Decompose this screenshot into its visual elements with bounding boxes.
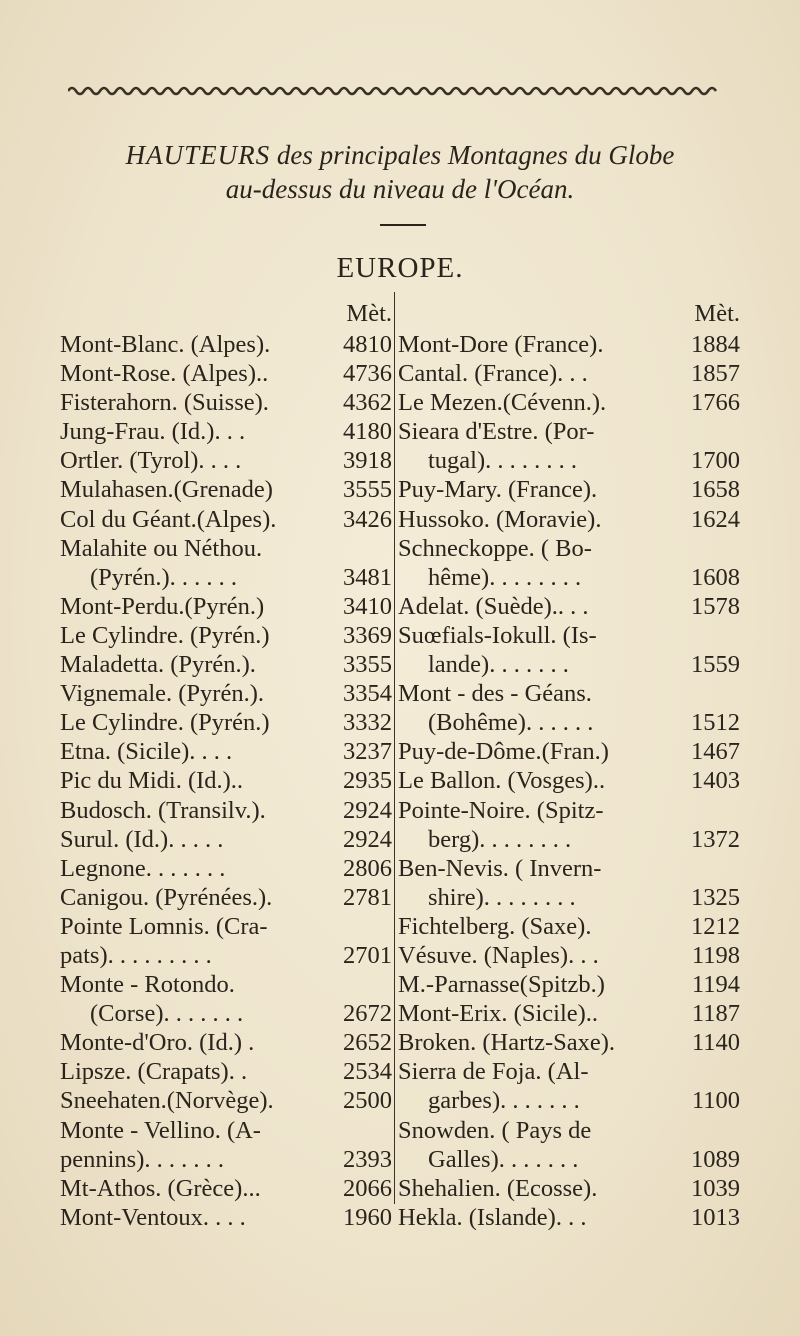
mountain-entry [60, 359, 392, 388]
mountain-name: Monte - Vellino. (A- [60, 1116, 261, 1144]
mountain-entry [60, 330, 392, 359]
mountain-entry [398, 1145, 740, 1174]
mountain-name: Hekla. (Islande). . . [398, 1203, 587, 1231]
mountain-name: Galles). . . . . . . [428, 1145, 579, 1173]
mountain-height: 4736 [343, 360, 392, 388]
mountain-height: 1013 [691, 1203, 740, 1231]
mountain-name: pats). . . . . . . . . [60, 941, 212, 969]
mountain-entry [60, 999, 392, 1028]
mountain-name: Fichtelberg. (Saxe). [398, 912, 592, 940]
mountain-name: Mont-Ventoux. . . . [60, 1203, 246, 1231]
mountain-height: 2781 [343, 883, 392, 911]
mountain-name: Shehalien. (Ecosse). [398, 1174, 598, 1202]
mountain-entry [60, 796, 392, 825]
mountain-height: 2534 [343, 1058, 392, 1086]
mountain-height: 2500 [343, 1087, 392, 1115]
mountain-entry [60, 1145, 392, 1174]
mountain-name: Mulahasen.(Grenade) [60, 476, 273, 504]
mountain-height: 3355 [343, 651, 392, 679]
mountain-height: 1100 [691, 1087, 740, 1115]
mountain-name: Cantal. (France). . . [398, 360, 588, 388]
mountain-entry [398, 475, 740, 504]
mountain-height: 3332 [343, 709, 392, 737]
mountain-name: Mont-Perdu.(Pyrén.) [60, 592, 265, 620]
mountain-entry [398, 796, 740, 825]
mountain-name: (Bohême). . . . . . [428, 709, 594, 737]
mountain-height: 1700 [691, 447, 740, 475]
mountain-entry [398, 563, 740, 592]
mountain-name: (Pyrén.). . . . . . [90, 563, 237, 591]
mountain-height: 3555 [343, 476, 392, 504]
mountain-entry [60, 621, 392, 650]
mountain-height: 1325 [691, 883, 740, 911]
mountain-name: Puy-de-Dôme.(Fran.) [398, 738, 609, 766]
mountain-height: 1403 [691, 767, 740, 795]
mountain-name: Sierra de Foja. (Al- [398, 1058, 589, 1086]
mountain-name: Ben-Nevis. ( Invern- [398, 854, 602, 882]
mountain-height: 3237 [343, 738, 392, 766]
mountain-entry [398, 970, 740, 999]
mountain-height: 4180 [343, 418, 392, 446]
mountain-entry [60, 912, 392, 941]
mountain-entry [398, 766, 740, 795]
mountain-entry [60, 737, 392, 766]
mountain-height: 1960 [343, 1203, 392, 1231]
mountain-name: Malahite ou Néthou. [60, 534, 263, 562]
mountain-name: pennins). . . . . . . [60, 1145, 224, 1173]
mountain-name: Adelat. (Suède).. . . [398, 592, 589, 620]
mountain-entry [398, 359, 740, 388]
mountain-name: tugal). . . . . . . . [428, 447, 578, 475]
mountain-name: Broken. (Hartz-Saxe). [398, 1029, 616, 1057]
mountain-name: Mt-Athos. (Grèce)... [60, 1174, 261, 1202]
mountain-entry [398, 1086, 740, 1115]
mountain-height: 2652 [343, 1029, 392, 1057]
page-title [60, 138, 740, 206]
right-column [398, 298, 740, 1232]
mountain-name: Pointe Lomnis. (Cra- [60, 912, 268, 940]
mountain-name: Budosch. (Transilv.). [60, 796, 266, 824]
mountain-name: Schneckoppe. ( Bo- [398, 534, 592, 562]
mountain-entry [398, 737, 740, 766]
mountain-name: hême). . . . . . . . [428, 563, 582, 591]
mountain-name: Puy-Mary. (France). [398, 476, 598, 504]
mountain-entry [398, 679, 740, 708]
mountain-height: 2924 [343, 825, 392, 853]
mountain-entry [60, 388, 392, 417]
mountain-height: 3426 [343, 505, 392, 533]
mountain-entry [398, 505, 740, 534]
mountain-name: shire). . . . . . . . [428, 883, 576, 911]
mountain-height: 1194 [691, 971, 740, 999]
mountain-entry [60, 825, 392, 854]
mountain-entry [398, 650, 740, 679]
mountain-name: Maladetta. (Pyrén.). [60, 651, 256, 679]
mountain-name: Sieara d'Estre. (Por- [398, 418, 595, 446]
mountain-height: 1212 [691, 912, 740, 940]
mountain-name: (Corse). . . . . . . [90, 1000, 244, 1028]
mountain-entry [398, 330, 740, 359]
mountain-name: berg). . . . . . . . [428, 825, 572, 853]
mountain-height: 1198 [691, 941, 740, 969]
mountain-height: 2393 [343, 1145, 392, 1173]
mountain-name: Sneehaten.(Norvège). [60, 1087, 274, 1115]
mountain-entry [60, 534, 392, 563]
mountain-name: Mont-Dore (France). [398, 331, 604, 358]
mountain-height: 3410 [343, 592, 392, 620]
mountain-entry [398, 854, 740, 883]
mountain-name: Monte - Rotondo. [60, 971, 235, 999]
mountain-name: Pic du Midi. (Id.).. [60, 767, 244, 795]
mountain-name: Canigou. (Pyrénées.). [60, 883, 273, 911]
mountain-name: Le Cylindre. (Pyrén.) [60, 709, 270, 737]
mountain-height: 2066 [343, 1174, 392, 1202]
mountain-height: 1658 [691, 476, 740, 504]
section-heading: EUROPE. [336, 252, 464, 284]
mountain-height: 2935 [343, 767, 392, 795]
mountain-name: lande). . . . . . . [428, 651, 569, 679]
mountain-entry [60, 1116, 392, 1145]
mountain-entry [60, 592, 392, 621]
mountain-name: Col du Géant.(Alpes). [60, 505, 277, 533]
left-entry-list [60, 330, 392, 1232]
mountain-name: Legnone. . . . . . . [60, 854, 226, 882]
mountain-entry [398, 592, 740, 621]
mountain-entry [60, 563, 392, 592]
mountain-name: Surul. (Id.). . . . . [60, 825, 224, 853]
mountain-entry [60, 1203, 392, 1232]
mountain-height: 1039 [691, 1174, 740, 1202]
mountain-name: Vignemale. (Pyrén.). [60, 680, 264, 708]
mountain-entry [398, 621, 740, 650]
mountain-height: 1857 [691, 360, 740, 388]
mountain-entry [398, 1116, 740, 1145]
mountain-name: Jung-Frau. (Id.). . . [60, 418, 246, 446]
mountain-name: Vésuve. (Naples). . . [398, 941, 599, 969]
mountain-height: 1187 [691, 1000, 740, 1028]
mountain-height: 1884 [691, 331, 740, 358]
unit-label: Mèt. [694, 300, 740, 327]
mountain-name: Snowden. ( Pays de [398, 1116, 592, 1144]
mountain-entry [60, 505, 392, 534]
mountain-name: Pointe-Noire. (Spitz- [398, 796, 604, 824]
title-line-2: au-dessus du niveau de l'Océan. [225, 174, 575, 204]
mountain-entry [60, 475, 392, 504]
mountain-height: 1559 [691, 651, 740, 679]
mountain-height: 1512 [691, 709, 740, 737]
mountain-entry [60, 766, 392, 795]
unit-label: Mèt. [346, 300, 392, 327]
mountain-name: Mont - des - Géans. [398, 680, 592, 708]
right-entry-list [398, 330, 740, 1232]
mountain-entry [60, 941, 392, 970]
mountain-entry [60, 1028, 392, 1057]
mountain-height: 4362 [343, 389, 392, 417]
mountain-entry [60, 970, 392, 999]
mountain-entry [398, 1203, 740, 1232]
mountain-entry [60, 1057, 392, 1086]
mountain-height: 3369 [343, 621, 392, 649]
mountain-entry [60, 1086, 392, 1115]
mountain-entry [60, 417, 392, 446]
mountain-name: Mont-Erix. (Sicile).. [398, 1000, 599, 1028]
mountain-entry [60, 446, 392, 475]
mountain-entry [60, 708, 392, 737]
title-rule [380, 224, 426, 226]
mountain-height: 1608 [691, 563, 740, 591]
mountain-height: 1467 [691, 738, 740, 766]
mountain-entry [60, 883, 392, 912]
mountain-height: 3481 [343, 563, 392, 591]
title-line-1: des principales Montagnes du Globe [270, 140, 675, 170]
mountain-height: 1140 [691, 1029, 740, 1057]
mountain-name: Le Cylindre. (Pyrén.) [60, 621, 270, 649]
title-emphasis: HAUTEURS [125, 140, 271, 170]
mountain-height: 1624 [691, 505, 740, 533]
mountain-name: Lipsze. (Crapats). . [60, 1058, 248, 1086]
mountain-height: 2924 [343, 796, 392, 824]
mountain-name: Mont-Blanc. (Alpes). [60, 331, 271, 358]
mountain-entry [398, 388, 740, 417]
mountain-entry [398, 1028, 740, 1057]
mountain-height: 2672 [343, 1000, 392, 1028]
mountain-name: Fisterahorn. (Suisse). [60, 389, 269, 417]
mountain-name: Le Mezen.(Cévenn.). [398, 389, 607, 417]
mountain-height: 1372 [691, 825, 740, 853]
mountain-name: Suœfials-Iokull. (Is- [398, 621, 597, 649]
mountain-height: 1089 [691, 1145, 740, 1173]
mountain-entry [398, 825, 740, 854]
mountain-entry [398, 708, 740, 737]
left-column [60, 298, 392, 1232]
mountain-name: M.-Parnasse(Spitzb.) [398, 971, 605, 999]
mountain-height: 1766 [691, 389, 740, 417]
mountain-entry [60, 679, 392, 708]
mountain-entry [398, 912, 740, 941]
mountain-entry [398, 417, 740, 446]
mountain-name: Monte-d'Oro. (Id.) . [60, 1029, 255, 1057]
mountain-height: 2701 [343, 941, 392, 969]
mountain-height: 3354 [343, 680, 392, 708]
mountain-entry [398, 1174, 740, 1203]
decorative-border [68, 84, 720, 98]
mountain-name: Ortler. (Tyrol). . . . [60, 447, 242, 475]
mountain-entry [398, 999, 740, 1028]
column-divider [394, 292, 395, 1204]
mountain-name: Etna. (Sicile). . . . [60, 738, 233, 766]
mountain-entry [398, 941, 740, 970]
mountain-entry [398, 534, 740, 563]
mountain-entry [60, 1174, 392, 1203]
mountain-height: 4810 [343, 331, 392, 358]
mountain-entry [60, 650, 392, 679]
mountain-name: Mont-Rose. (Alpes).. [60, 360, 269, 388]
mountain-name: garbes). . . . . . . [428, 1087, 580, 1115]
mountain-name: Hussoko. (Moravie). [398, 505, 602, 533]
mountain-height: 3918 [343, 447, 392, 475]
mountain-entry [60, 854, 392, 883]
mountain-height: 2806 [343, 854, 392, 882]
mountain-entry [398, 883, 740, 912]
mountain-entry [398, 446, 740, 475]
mountain-name: Le Ballon. (Vosges).. [398, 767, 606, 795]
mountain-entry [398, 1057, 740, 1086]
mountain-height: 1578 [691, 592, 740, 620]
